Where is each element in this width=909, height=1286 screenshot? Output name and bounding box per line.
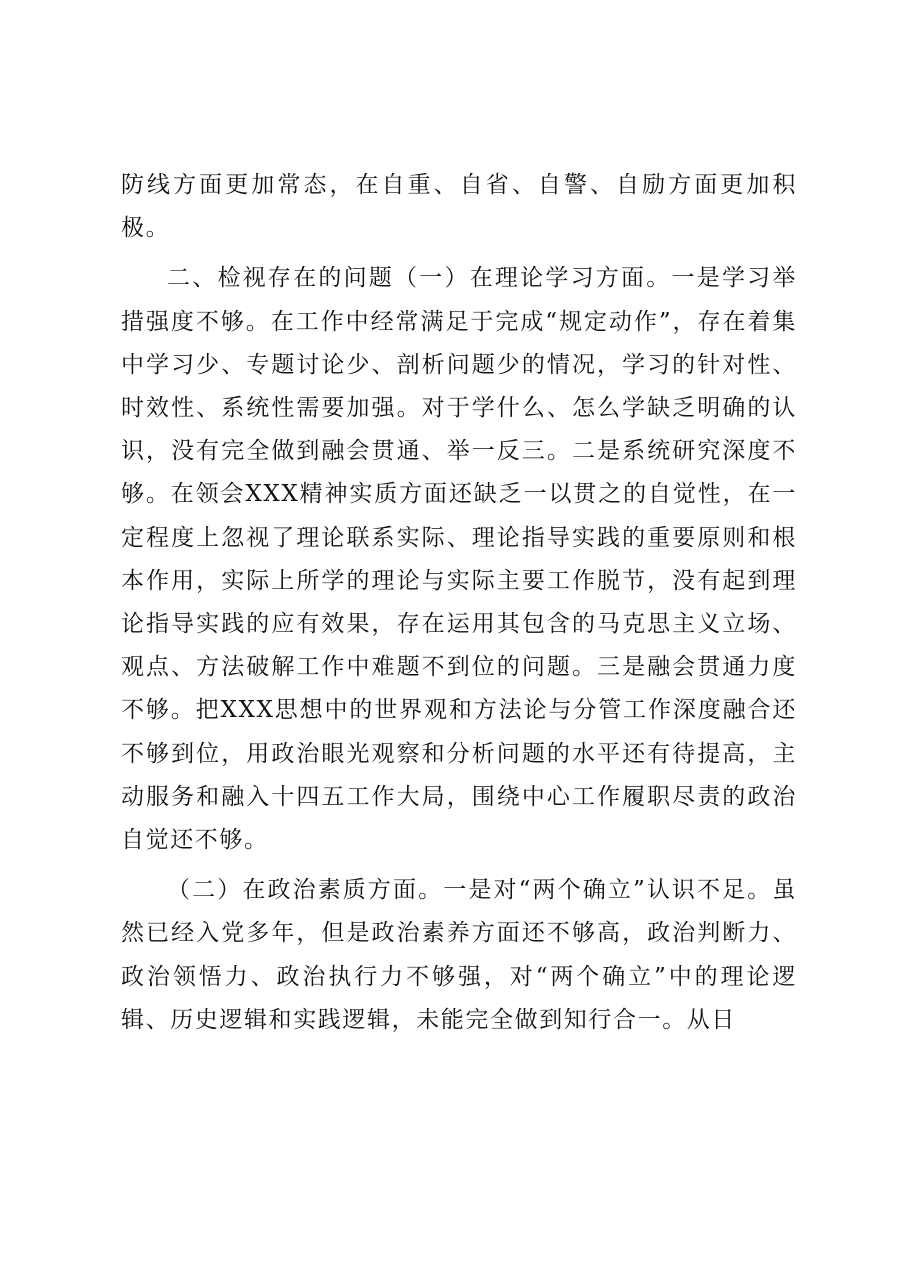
- paragraph-section-two: 二、检视存在的问题（一）在理论学习方面。一是学习举措强度不够。在工作中经常满足于完成“规定动作”，存在着集中学习少、专题讨论少、剖析问题少的情况，学习的针对性、时效性、系统性需要加强。对于学什么、怎么学缺乏明确的认识，没有完全做到融会贯通、举一反三。二是系统研究深度不够。在领会XXX精神实质方面还缺乏一以贯之的自觉性，在一定程度上忽视了理论联系实际、理论指导实践的重要原则和根本作用，实际上所学的理论与实际主要工作脱节，没有起到理论指导实践的应有效果，存在运用其包含的马克思主义立场、观点、方法破解工作中难题不到位的问题。三是融会贯通力度不够。把XXX思想中的世界观和方法论与分管工作深度融合还不够到位，用政治眼光观察和分析问题的水平还有待提高，主动服务和融入十四五工作大局，围绕中心工作履职尽责的政治自觉还不够。: [121, 265, 797, 854]
- document-body: [121, 164, 797, 1049]
- paragraph-continuation: 防线方面更加常态，在自重、自省、自警、自励方面更加积极。: [121, 172, 797, 242]
- paragraph-political-quality: （二）在政治素质方面。一是对“两个确立”认识不足。虽然已经入党多年，但是政治素养方面还不够高，政治判断力、政治领悟力、政治执行力不够强，对“两个确立”中的理论逻辑、历史逻辑和实践逻辑，未能完全做到知行合一。从日: [121, 877, 797, 1033]
